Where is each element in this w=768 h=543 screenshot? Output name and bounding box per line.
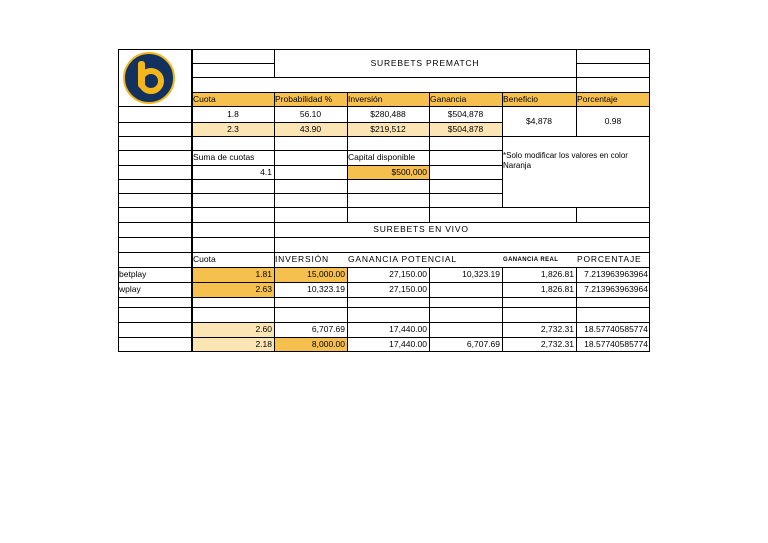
- vivo-label-betplay: betplay: [119, 269, 147, 280]
- grid-line: [118, 237, 650, 238]
- header-cuota: Cuota: [193, 93, 216, 104]
- vivo-porcentaje: 18.57740585774: [584, 324, 648, 335]
- header-porcentaje: Porcentaje: [577, 93, 618, 104]
- vivo-potencial: 27,150.00: [389, 284, 427, 295]
- vivo-potencial: 17,440.00: [389, 339, 427, 350]
- prematch-cuota-1[interactable]: 1.8: [227, 108, 239, 119]
- vivo-title: SUREBETS EN VIVO: [373, 224, 469, 235]
- grid-line: [118, 150, 502, 151]
- grid-line: [118, 193, 502, 194]
- vivo-real: 1,826.81: [540, 269, 574, 280]
- vivo-porcentaje: 18.57740585774: [584, 339, 648, 350]
- grid-line: [192, 77, 650, 78]
- vivo-header-ganancia-potencial: GANANCIA POTENCIAL: [348, 254, 457, 265]
- vivo-extra: [429, 282, 502, 297]
- prematch-prob-2: 43.90: [299, 123, 322, 134]
- vivo-label-wplay: wplay: [119, 284, 141, 295]
- grid-line: [118, 307, 650, 308]
- prematch-ganancia-2: $504,878: [447, 123, 484, 134]
- vivo-inversion[interactable]: 15,000.00: [307, 269, 345, 280]
- vivo-header-cuota: Cuota: [193, 254, 216, 265]
- header-beneficio: Beneficio: [503, 93, 538, 104]
- header-ganancia: Ganancia: [430, 93, 467, 104]
- capital-value[interactable]: $500,000: [391, 166, 427, 177]
- vivo-potencial: 17,440.00: [389, 324, 427, 335]
- vivo-extra: 6,707.69: [466, 339, 500, 350]
- grid-line: [118, 136, 650, 137]
- grid-line: [118, 49, 119, 352]
- vivo-header-porcentaje: PORCENTAJE: [577, 254, 642, 265]
- note-text: *Solo modificar los valores en color Naranja: [503, 151, 628, 170]
- vivo-cuota[interactable]: 1.81: [255, 269, 272, 280]
- capital-label: Capital disponible: [348, 152, 416, 163]
- prematch-inversion-1: $280,488: [370, 108, 406, 119]
- vivo-real: 2,732.31: [540, 339, 574, 350]
- vivo-header-ganancia-real: GANANCIA REAL: [503, 256, 559, 263]
- grid-line: [576, 63, 650, 64]
- grid-line: [118, 207, 650, 208]
- prematch-title: SUREBETS PREMATCH: [370, 57, 480, 68]
- vivo-porcentaje: 7.213963963964: [584, 269, 648, 280]
- grid-line: [118, 165, 502, 166]
- prematch-inversion-2: $219,512: [370, 123, 406, 134]
- suma-label: Suma de cuotas: [193, 152, 255, 163]
- prematch-ganancia-1: $504,878: [447, 108, 484, 119]
- grid-line: [576, 207, 577, 222]
- prematch-prob-1: 56.10: [299, 108, 322, 119]
- header-probabilidad: Probabilidad %: [275, 93, 333, 104]
- vivo-cuota[interactable]: 2.60: [255, 324, 272, 335]
- vivo-header-inversion: INVERSIÓN: [275, 254, 329, 265]
- grid-line: [192, 63, 274, 64]
- vivo-real: 2,732.31: [540, 324, 574, 335]
- vivo-extra: 10,323.19: [462, 269, 500, 280]
- vivo-inversion: 6,707.69: [311, 324, 345, 335]
- vivo-real: 1,826.81: [540, 284, 574, 295]
- vivo-inversion: 10,323.19: [307, 284, 345, 295]
- vivo-inversion[interactable]: 8,000.00: [311, 339, 345, 350]
- prematch-cuota-2[interactable]: 2.3: [227, 123, 239, 134]
- vivo-cuota[interactable]: 2.63: [255, 284, 272, 295]
- porcentaje-value: 0.98: [604, 115, 622, 126]
- suma-value: 4.1: [260, 166, 272, 177]
- vivo-potencial: 27,150.00: [389, 269, 427, 280]
- vivo-cuota[interactable]: 2.18: [255, 339, 272, 350]
- header-inversion: Inversión: [348, 93, 383, 104]
- spreadsheet: [118, 49, 650, 352]
- vivo-porcentaje: 7.213963963964: [584, 284, 648, 295]
- vivo-extra: [429, 322, 502, 337]
- grid-line: [118, 179, 502, 180]
- beneficio-value: $4,878: [526, 115, 552, 126]
- grid-line: [118, 297, 650, 298]
